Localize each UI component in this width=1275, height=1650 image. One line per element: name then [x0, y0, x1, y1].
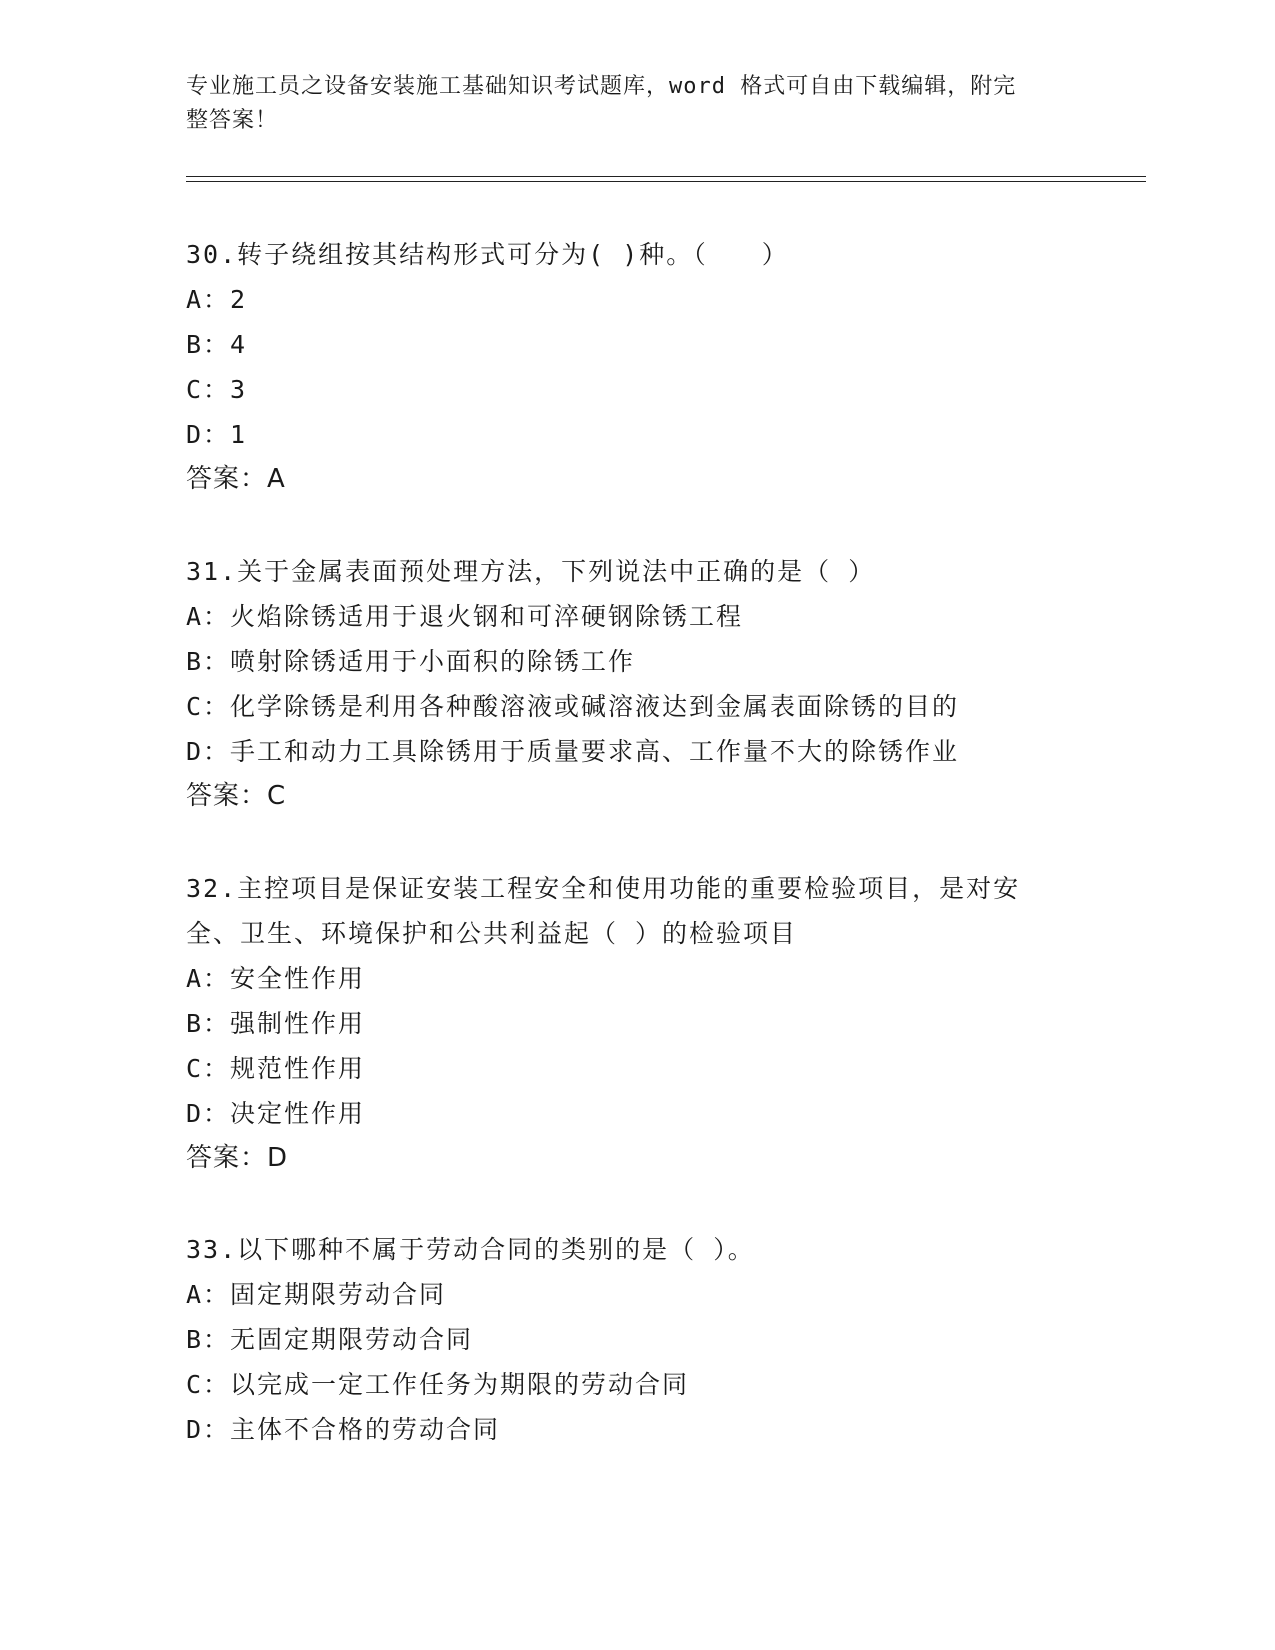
answer: 答案：C — [186, 781, 287, 811]
question-stem: 33.以下哪种不属于劳动合同的类别的是（ ）。 — [186, 1235, 755, 1264]
question-stem-line-2: 全、卫生、环境保护和公共利益起（ ）的检验项目 — [186, 919, 798, 948]
question-32 — [186, 866, 1086, 1181]
option-d: D：决定性作用 — [186, 1099, 366, 1128]
question-31 — [186, 549, 1086, 819]
document-header — [186, 70, 1066, 138]
question-30 — [186, 232, 1086, 502]
question-33 — [186, 1227, 1086, 1452]
option-a: A：火焰除锈适用于退火钢和可淬硬钢除锈工程 — [186, 602, 744, 631]
option-b: B：4 — [186, 330, 248, 359]
header-line-2: 整答案！ — [186, 108, 279, 133]
option-b: B：喷射除锈适用于小面积的除锈工作 — [186, 647, 636, 676]
question-stem: 30.转子绕组按其结构形式可分为( )种。（ ） — [186, 240, 789, 269]
question-stem-line-1: 32.主控项目是保证安装工程安全和使用功能的重要检验项目，是对安 — [186, 874, 1021, 903]
answer: 答案：D — [186, 1143, 289, 1173]
option-d: D：手工和动力工具除锈用于质量要求高、工作量不大的除锈作业 — [186, 737, 960, 766]
option-a: A：固定期限劳动合同 — [186, 1280, 447, 1309]
option-c: C：化学除锈是利用各种酸溶液或碱溶液达到金属表面除锈的目的 — [186, 692, 960, 721]
option-b: B：无固定期限劳动合同 — [186, 1325, 474, 1354]
option-a: A：2 — [186, 285, 248, 314]
header-divider-bottom — [186, 181, 1146, 182]
option-d: D：主体不合格的劳动合同 — [186, 1415, 501, 1444]
header-divider-top — [186, 176, 1146, 177]
option-c: C：以完成一定工作任务为期限的劳动合同 — [186, 1370, 690, 1399]
option-b: B：强制性作用 — [186, 1009, 366, 1038]
header-line-1: 专业施工员之设备安装施工基础知识考试题库，word 格式可自由下载编辑，附完 — [186, 74, 1017, 99]
option-c: C：3 — [186, 375, 248, 404]
question-stem: 31.关于金属表面预处理方法，下列说法中正确的是（ ） — [186, 557, 876, 586]
answer: 答案：A — [186, 464, 286, 494]
option-c: C：规范性作用 — [186, 1054, 366, 1083]
option-d: D：1 — [186, 420, 248, 449]
option-a: A：安全性作用 — [186, 964, 366, 993]
